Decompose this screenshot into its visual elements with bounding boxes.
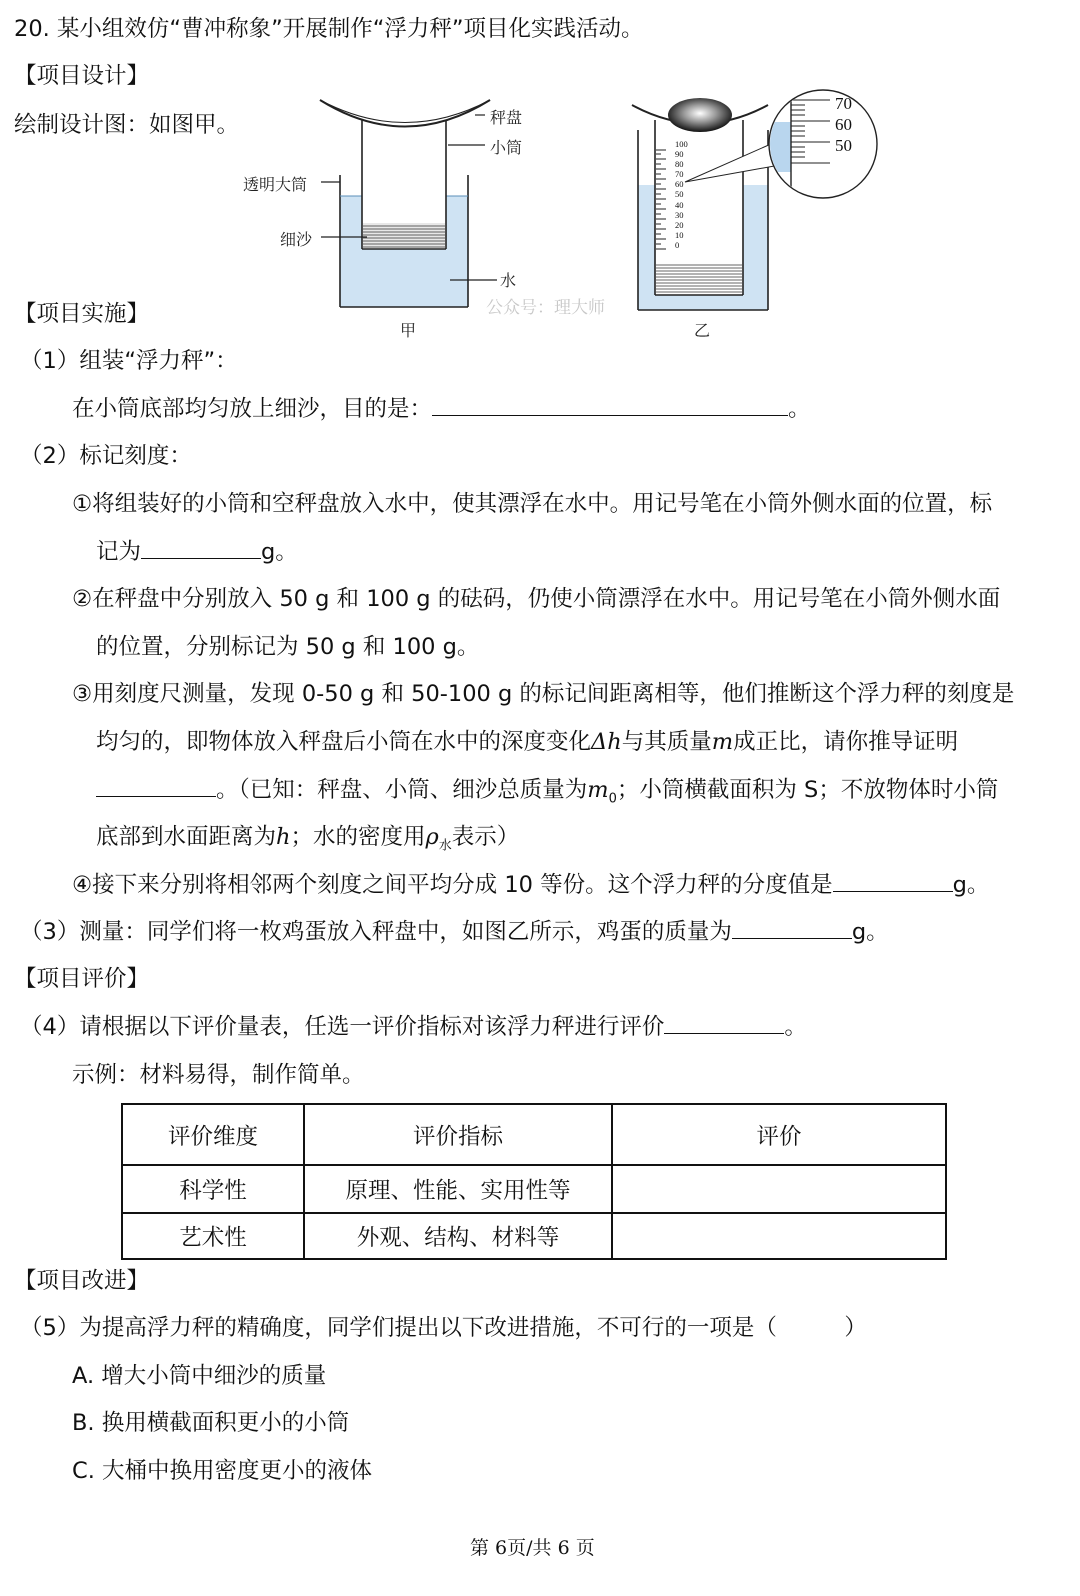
part4-line [20,1012,807,1042]
option-a[interactable]: A. 增大小筒中细沙的质量 [72,1363,327,1389]
part1-prompt: 在小筒底部均匀放上细沙，目的是： [72,396,433,422]
part1-end: 。 [788,396,811,422]
part1-heading: （1）组装“浮力秤”： [20,348,238,374]
section-design-heading: 【项目设计】 [14,63,150,89]
scale-mark-label: 30 [675,209,684,220]
step3-line4 [96,822,519,862]
table-header-row [122,1104,946,1165]
watermark: 公众号：理大师 [486,298,605,317]
scale-mark-label: 20 [675,219,684,230]
scale-mark-label: 100 [675,139,688,149]
answer-blank-5[interactable] [732,918,852,939]
scale-mark-label: 0 [675,239,680,250]
scale-marks [675,139,705,250]
zoom-mark-label: 50 [835,136,852,155]
zoom-mark-label: 70 [835,94,852,113]
step3-line1: ③用刻度尺测量，发现 0-50 g 和 50-100 g 的标记间距离相等，他们推断这个浮力秤的刻度是 [72,681,1015,707]
symbol-m: m [711,729,734,755]
step2-line1: ②在秤盘中分别放入 50 g 和 100 g 的砝码，仍使小筒漂浮在水中。用记号笔在小筒外侧水面 [72,586,1001,612]
page-footer: 第 6页/共 6 页 [470,1537,595,1559]
scale-mark-label: 10 [675,229,684,240]
label-water: 水 [500,273,517,290]
part3-text: （3）测量：同学们将一枚鸡蛋放入秤盘中，如图乙所示，鸡蛋的质量为 [20,919,732,945]
step3-text-b: 与其质量 [621,729,712,755]
step1-suffix: g。 [261,539,298,565]
answer-blank-4[interactable] [833,871,953,892]
example-text: 示例：材料易得，制作简单。 [72,1062,365,1088]
label-big-cylinder: 透明大筒 [243,177,308,194]
table-cell-answer[interactable] [612,1165,946,1213]
section-implement-heading: 【项目实施】 [14,301,150,327]
zoom-marks [835,93,865,156]
part4-end: 。 [784,1014,807,1040]
section-improve-heading: 【项目改进】 [14,1268,150,1294]
step3-line3 [96,775,998,815]
caption-yi: 乙 [694,323,711,340]
question-title: 20. 某小组效仿“曹冲称象”开展制作“浮力秤”项目化实践活动。 [14,16,644,42]
table-cell: 艺术性 [122,1213,304,1259]
symbol-rho-sub: 水 [438,838,452,854]
step4-line [72,870,989,900]
evaluation-table [121,1103,947,1260]
step4-unit: g。 [952,872,990,898]
step3-known-a: 。（已知：秤盘、小筒、细沙总质量为 [216,777,588,803]
step3-known-d: ；水的密度用 [290,824,426,850]
table-header-cell: 评价维度 [122,1104,304,1165]
step2-line2: 的位置，分别标记为 50 g 和 100 g。 [96,634,480,660]
zoom-mark-label: 60 [835,115,852,134]
step3-line2 [96,727,958,757]
part5-question: （5）为提高浮力秤的精确度，同学们提出以下改进措施，不可行的一项是（ ） [20,1315,867,1341]
step3-text-a: 均匀的，即物体放入秤盘后小筒在水中的深度变化 [96,729,592,755]
caption-jia: 甲 [400,323,417,340]
option-b[interactable]: B. 换用横截面积更小的小筒 [72,1410,350,1436]
step3-known-c: 底部到水面距离为 [96,824,277,850]
step3-known-e: 表示） [451,824,520,850]
table-cell: 科学性 [122,1165,304,1213]
symbol-m0-sub: 0 [608,791,617,807]
table-row [122,1213,946,1259]
part4-text: （4）请根据以下评价量表，任选一评价指标对该浮力秤进行评价 [20,1014,665,1040]
step1-line1: ①将组装好的小筒和空秤盘放入水中，使其漂浮在水中。用记号笔在小筒外侧水面的位置，标 [72,491,993,517]
part3-line [20,917,889,947]
table-header-cell: 评价指标 [304,1104,612,1165]
label-pan: 秤盘 [490,110,523,127]
step3-known-b: ；小筒横截面积为 S；不放物体时小筒 [616,777,999,803]
step4-text: ④接下来分别将相邻两个刻度之间平均分成 10 等份。这个浮力秤的分度值是 [72,872,833,898]
answer-blank-6[interactable] [664,1013,784,1034]
part2-heading: （2）标记刻度： [20,443,192,469]
answer-blank-3[interactable] [96,776,216,797]
symbol-h: h [276,824,291,850]
symbol-m0: m [587,777,609,803]
step1-line2 [96,537,298,567]
step3-text-c: 成正比，请你推导证明 [733,729,959,755]
symbol-rho: ρ [425,824,439,850]
answer-blank-2[interactable] [141,538,261,559]
table-cell: 外观、结构、材料等 [304,1213,612,1259]
scale-mark-label: 60 [675,179,684,190]
answer-blank-1[interactable] [432,395,788,416]
scale-mark-label: 40 [675,199,684,210]
step1-prefix: 记为 [96,539,142,565]
part1-text [72,394,811,424]
part3-unit: g。 [851,919,889,945]
table-header-cell: 评价 [612,1104,946,1165]
scale-mark-label: 80 [675,159,684,170]
scale-mark-label: 50 [675,189,684,200]
table-cell: 原理、性能、实用性等 [304,1165,612,1213]
scale-mark-label: 70 [675,169,684,180]
scale-mark-label: 90 [675,149,684,160]
table-cell-answer[interactable] [612,1213,946,1259]
design-text: 绘制设计图：如图甲。 [14,112,240,138]
table-row [122,1165,946,1213]
option-c[interactable]: C. 大桶中换用密度更小的液体 [72,1458,373,1484]
label-sand: 细沙 [280,232,313,249]
symbol-delta-h: Δh [591,729,622,755]
label-tube: 小筒 [490,140,523,157]
section-eval-heading: 【项目评价】 [14,966,150,992]
